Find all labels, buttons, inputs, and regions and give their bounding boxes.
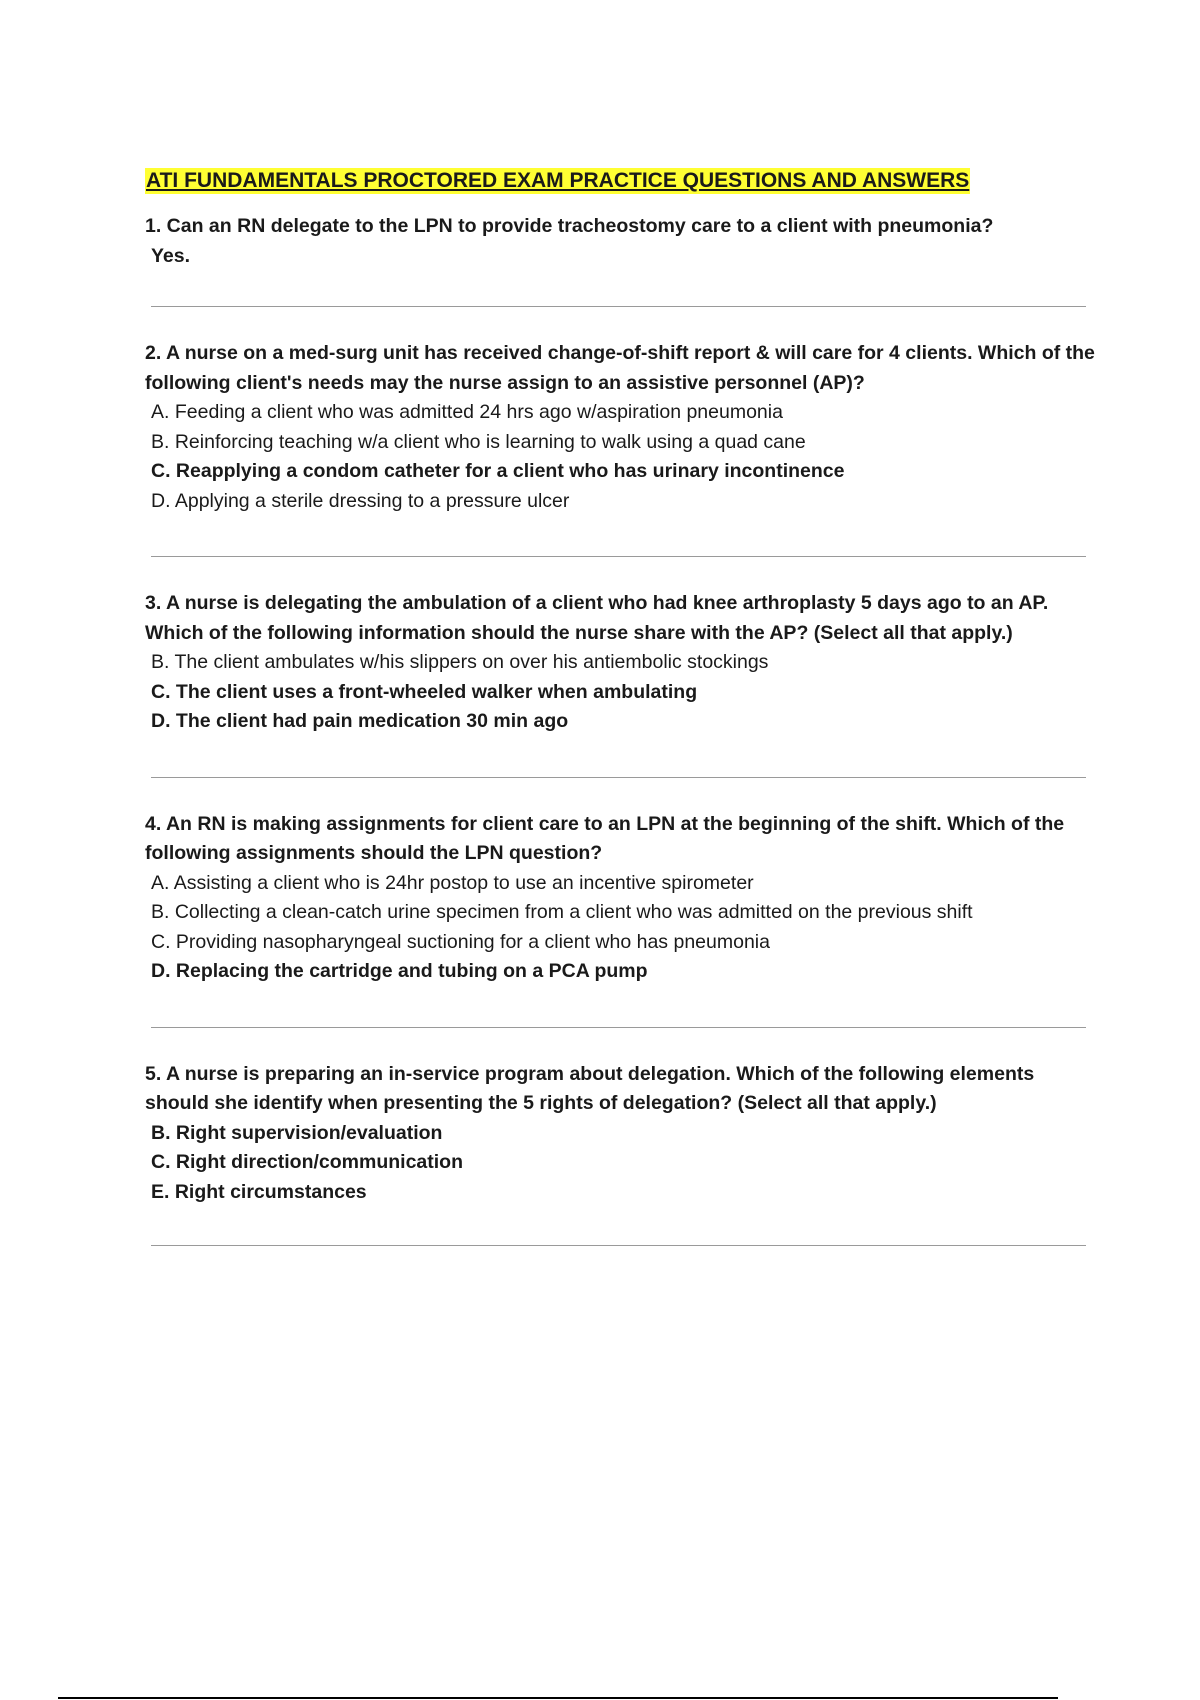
page-bottom-rule — [58, 1697, 1058, 1699]
answer-option: A. Feeding a client who was admitted 24 hrs ago w/aspiration pneumonia — [151, 401, 783, 423]
answer-option: B. Collecting a clean-catch urine specimen from a client who was admitted on the previous shift — [151, 901, 973, 923]
question-text: 2. A nurse on a med-surg unit has received change-of-shift report & will care for 4 clients. Which of the following client's needs may the nurse assign to an assistive personnel (AP)? — [145, 342, 1095, 394]
question-text: 5. A nurse is preparing an in-service program about delegation. Which of the following elements should she identify when presenting the 5 rights of delegation? (Select all that apply.) — [145, 1062, 1035, 1114]
document-page — [145, 168, 1095, 1246]
question-block-4 — [145, 810, 1095, 987]
divider — [151, 556, 1086, 557]
answer-option-correct: D. Replacing the cartridge and tubing on a PCA pump — [151, 960, 648, 982]
answer-option: B. The client ambulates w/his slippers on over his antiembolic stockings — [151, 651, 769, 673]
answer-option: A. Assisting a client who is 24hr postop to use an incentive spirometer — [151, 871, 754, 894]
divider — [151, 1245, 1086, 1246]
answer-option: B. Reinforcing teaching w/a client who is learning to walk using a quad cane — [151, 430, 806, 453]
answer-option-correct: C. The client uses a front-wheeled walker when ambulating — [151, 680, 698, 703]
divider — [151, 1027, 1086, 1028]
answer-text: Yes. — [151, 244, 191, 267]
answer-option-correct: C. Right direction/communication — [151, 1151, 464, 1173]
question-block-1 — [145, 212, 1095, 271]
question-block-2 — [145, 339, 1095, 516]
question-text: 3. A nurse is delegating the ambulation of a client who had knee arthroplasty 5 days ago to an AP. Which of the following information should the nurse share with the AP? (Select all that apply.) — [145, 592, 1049, 644]
answer-option-correct: D. The client had pain medication 30 min ago — [151, 710, 569, 732]
question-block-5 — [145, 1060, 1095, 1208]
answer-option: D. Applying a sterile dressing to a pressure ulcer — [151, 489, 570, 512]
document-title: ATI FUNDAMENTALS PROCTORED EXAM PRACTICE QUESTIONS AND ANSWERS — [146, 169, 970, 192]
divider — [151, 777, 1086, 778]
answer-option: C. Providing nasopharyngeal suctioning for a client who has pneumonia — [151, 930, 770, 953]
question-block-3 — [145, 589, 1095, 737]
answer-option-correct: C. Reapplying a condom catheter for a client who has urinary incontinence — [151, 460, 845, 482]
question-text: 1. Can an RN delegate to the LPN to provide tracheostomy care to a client with pneumonia? — [145, 215, 994, 237]
answer-option-correct: E. Right circumstances — [151, 1180, 367, 1203]
divider — [151, 306, 1086, 307]
answer-option-correct: B. Right supervision/evaluation — [151, 1121, 443, 1144]
question-text: 4. An RN is making assignments for client care to an LPN at the beginning of the shift. Which of the following assignments should the LPN question? — [145, 812, 1065, 864]
